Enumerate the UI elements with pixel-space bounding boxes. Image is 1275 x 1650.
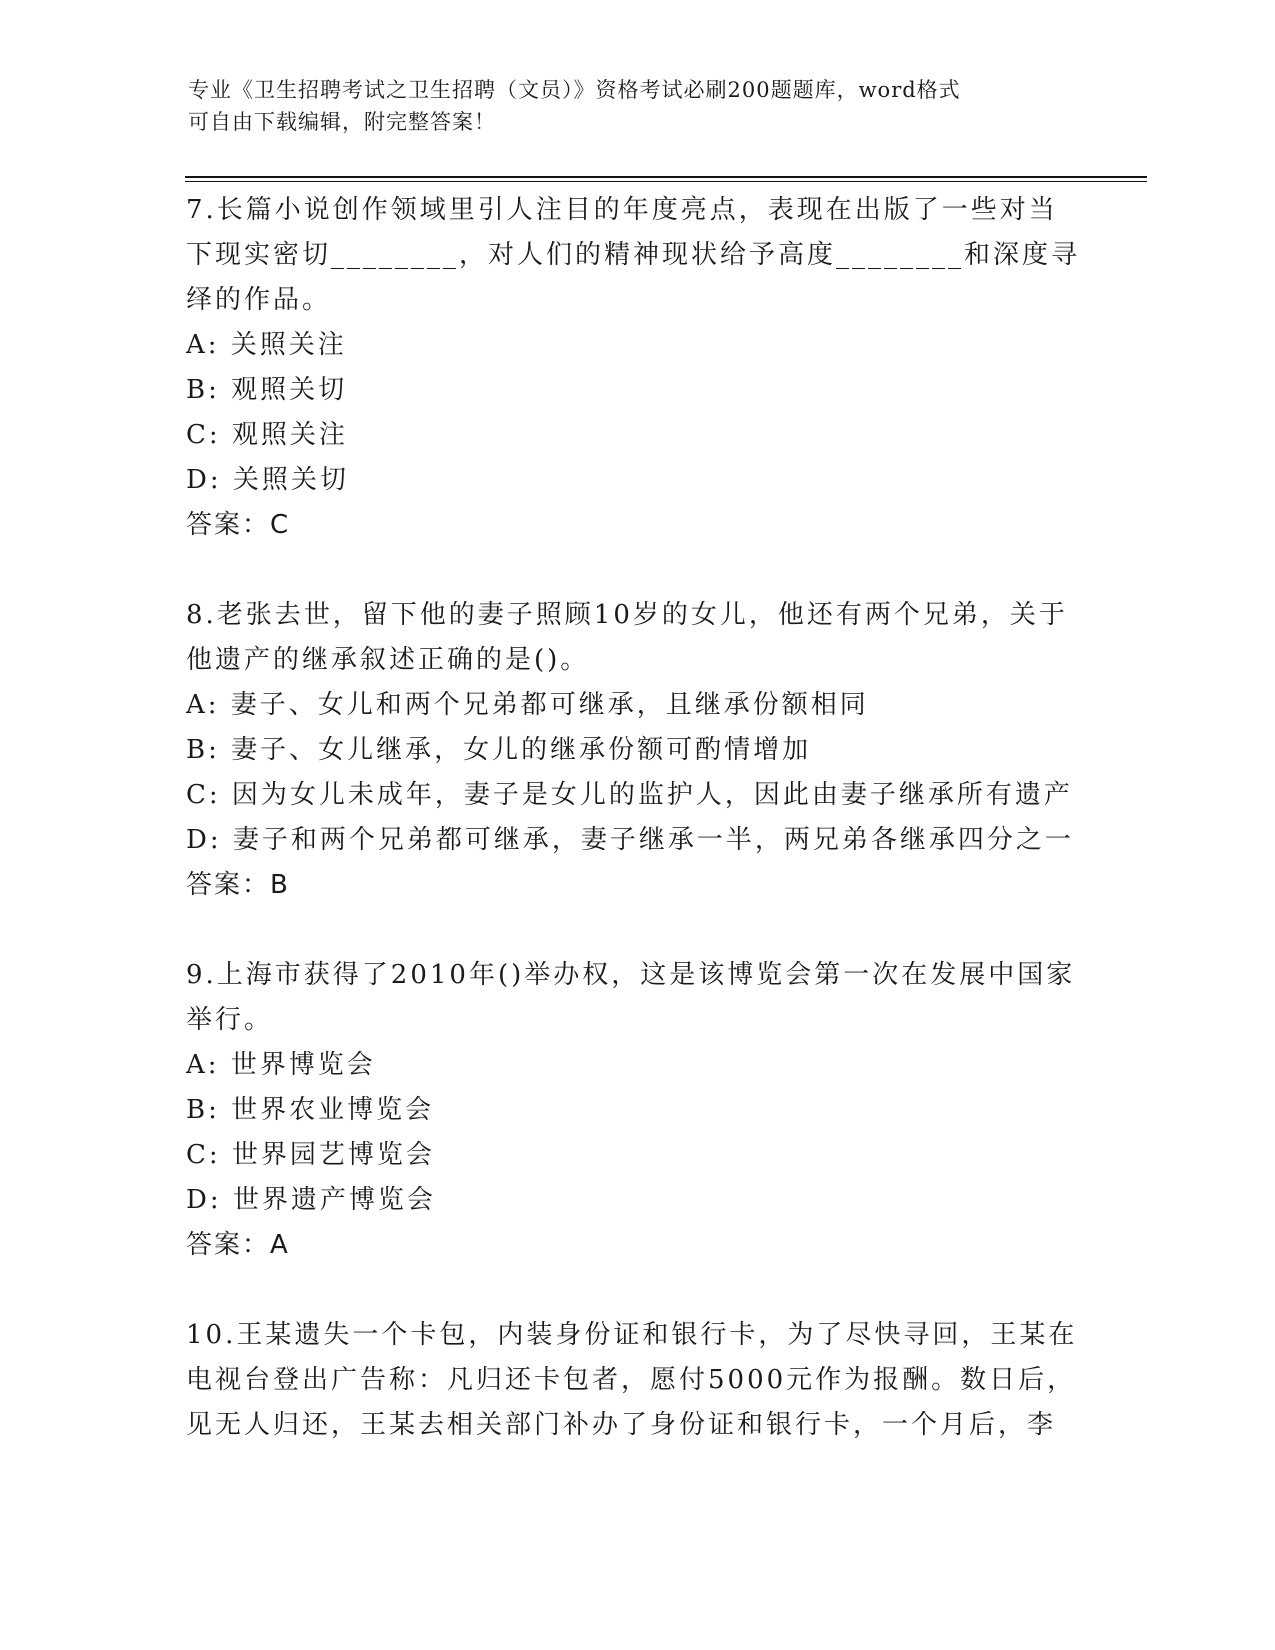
option-b: B: 世界农业博览会 — [186, 1095, 435, 1125]
question-8 — [186, 593, 1086, 908]
option-c: C: 观照关注 — [186, 420, 348, 450]
answer-line: 答案：B — [186, 870, 290, 900]
option-list — [186, 323, 1086, 503]
option-b: B: 观照关切 — [186, 375, 348, 405]
question-text: 7.长篇小说创作领域里引人注目的年度亮点，表现在出版了一些对当下现实密切________，对人们的精神现状给予高度________和深度寻绎的作品。 — [186, 195, 1081, 315]
question-7 — [186, 188, 1086, 548]
option-a: A: 世界博览会 — [186, 1050, 376, 1080]
option-d: D: 妻子和两个兄弟都可继承，妻子继承一半，两兄弟各继承四分之一 — [186, 825, 1074, 855]
answer-line: 答案：C — [186, 510, 291, 540]
document-header — [188, 74, 1068, 138]
header-divider-thin — [185, 181, 1147, 182]
option-c: C: 因为女儿未成年，妻子是女儿的监护人，因此由妻子继承所有遗产 — [186, 780, 1073, 810]
option-a: A: 关照关注 — [186, 330, 347, 360]
question-10 — [186, 1313, 1086, 1448]
option-b: B: 妻子、女儿继承，女儿的继承份额可酌情增加 — [186, 735, 812, 765]
header-divider-thick — [185, 176, 1147, 178]
option-d: D: 关照关切 — [186, 465, 349, 495]
option-list — [186, 1043, 1086, 1223]
header-line-2: 可自由下载编辑，附完整答案！ — [188, 110, 496, 134]
question-text: 8.老张去世，留下他的妻子照顾10岁的女儿，他还有两个兄弟，关于他遗产的继承叙述正确的是()。 — [186, 600, 1068, 675]
question-text: 10.王某遗失一个卡包，内装身份证和银行卡，为了尽快寻回，王某在电视台登出广告称：凡归还卡包者，愿付5000元作为报酬。数日后，见无人归还，王某去相关部门补办了身份证和银行卡，一个月后，李 — [186, 1320, 1078, 1440]
question-9 — [186, 953, 1086, 1268]
option-d: D: 世界遗产博览会 — [186, 1185, 436, 1215]
answer-line: 答案：A — [186, 1230, 290, 1260]
option-list — [186, 683, 1086, 863]
option-c: C: 世界园艺博览会 — [186, 1140, 435, 1170]
question-list — [186, 188, 1086, 1493]
header-line-1: 专业《卫生招聘考试之卫生招聘（文员）》资格考试必刷200题题库，word格式 — [188, 78, 961, 102]
option-a: A: 妻子、女儿和两个兄弟都可继承，且继承份额相同 — [186, 690, 869, 720]
question-text: 9.上海市获得了2010年()举办权，这是该博览会第一次在发展中国家举行。 — [186, 960, 1076, 1035]
